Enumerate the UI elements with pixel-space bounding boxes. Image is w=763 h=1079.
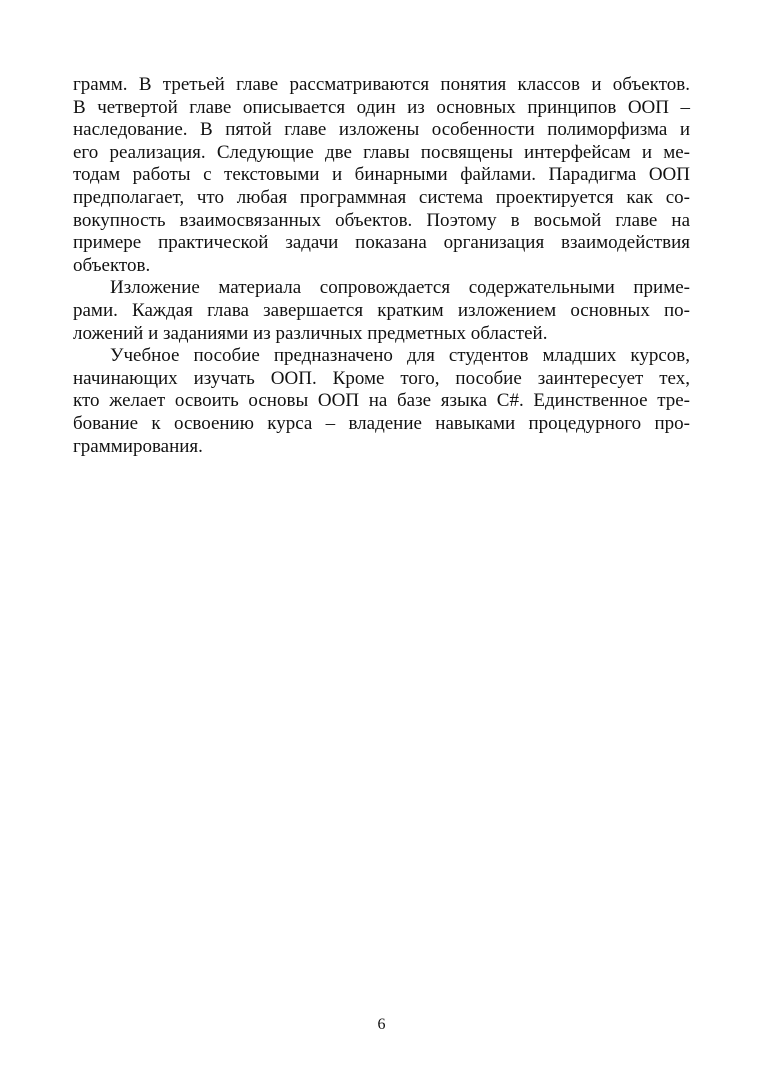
text-line: кто желает освоить основы ООП на базе языка C#. Единственное тре- — [73, 390, 690, 412]
text-line: предполагает, что любая программная система проектируется как со- — [73, 186, 690, 208]
text-line: примере практической задачи показана организация взаимодействия — [73, 232, 690, 254]
text-line: Изложение материала сопровождается содержательными приме- — [110, 277, 690, 299]
text-line: объектов. — [73, 254, 151, 276]
paragraph-audience — [73, 345, 690, 458]
text-line: В четвертой главе описывается один из основных принципов ООП – — [73, 96, 690, 118]
text-line: рами. Каждая глава завершается кратким изложением основных по- — [73, 299, 690, 321]
text-line: тодам работы с текстовыми и бинарными файлами. Парадигма ООП — [73, 164, 690, 186]
paragraph-chapters-overview — [73, 74, 690, 277]
text-line: ложений и заданиями из различных предметных областей. — [73, 322, 548, 344]
text-line: грамм. В третьей главе рассматриваются понятия классов и объектов. — [73, 74, 690, 95]
text-line: Учебное пособие предназначено для студентов младших курсов, — [110, 345, 690, 367]
text-line: наследование. В пятой главе изложены особенности полиморфизма и — [73, 119, 690, 141]
text-line: начинающих изучать ООП. Кроме того, пособие заинтересует тех, — [73, 367, 690, 389]
text-line: граммирования. — [73, 435, 203, 457]
text-line: вокупность взаимосвязанных объектов. Поэтому в восьмой главе на — [73, 209, 690, 231]
page-number: 6 — [377, 1016, 386, 1033]
text-line: бование к освоению курса – владение навыками процедурного про- — [73, 412, 690, 434]
body-text — [73, 74, 690, 458]
paragraph-examples — [73, 277, 690, 345]
text-line: его реализация. Следующие две главы посвящены интерфейсам и ме- — [73, 141, 690, 163]
